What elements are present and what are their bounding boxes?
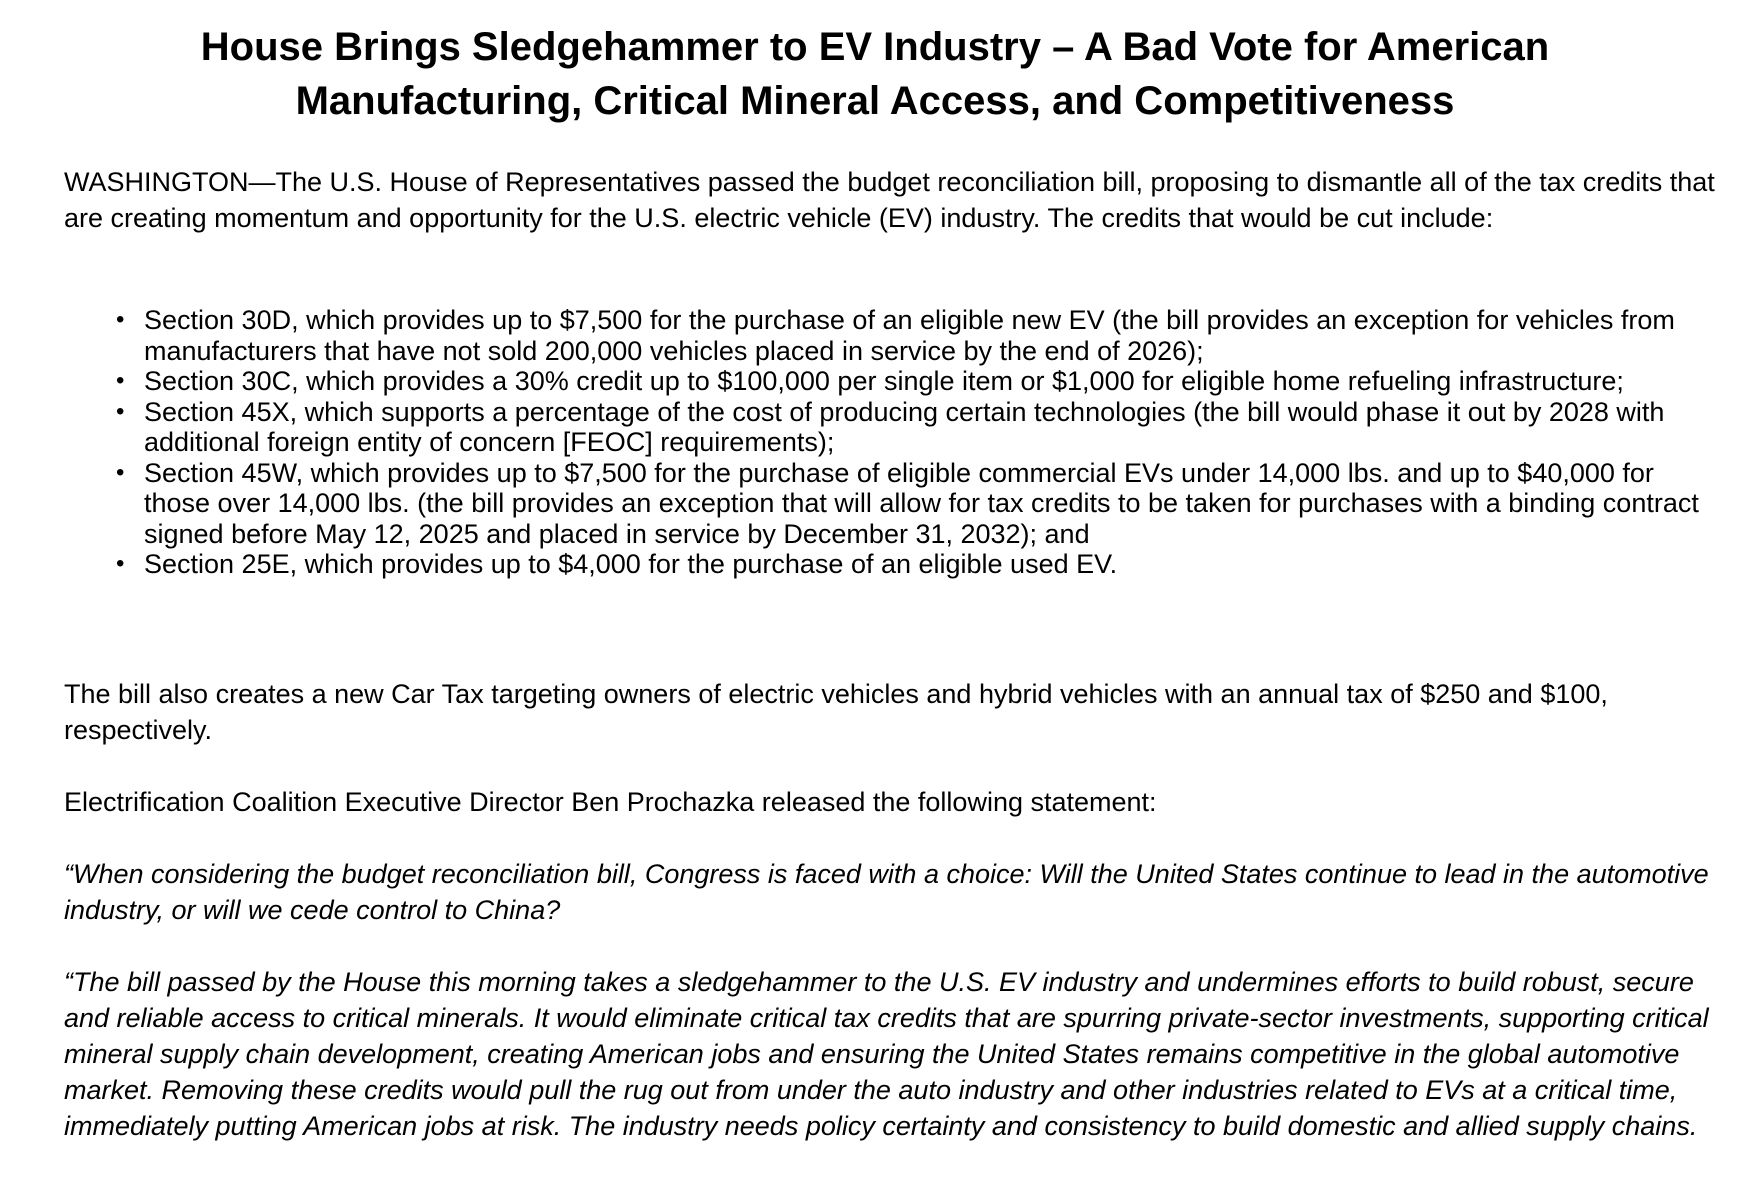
intro-paragraph: WASHINGTON—The U.S. House of Representatives passed the budget reconciliation bill, proposing to dismantle all of the tax credits that are creating momentum and opportunity for the U.S. electric vehicle (EV) industry. The credits that would be cut include: xyxy=(64,167,1715,233)
bullet-icon: • xyxy=(116,306,125,333)
bullet-icon: • xyxy=(116,458,125,486)
tax-credit-list xyxy=(116,305,1704,580)
quote-paragraph-1: “When considering the budget reconciliation bill, Congress is faced with a choice: Will the United States continue to lead in the automotive industry, or will we cede control to China? xyxy=(64,859,1709,925)
bullet-icon: • xyxy=(116,397,125,425)
list-item-text: Section 30D, which provides up to $7,500 for the purchase of an eligible new EV (the bill provides an exception for vehicles from manufacturers that have not sold 200,000 vehicles placed in service by the end of 2026); xyxy=(144,305,1675,366)
bullet-icon: • xyxy=(116,367,125,394)
list-item xyxy=(116,457,1704,550)
car-tax-paragraph: The bill also creates a new Car Tax targeting owners of electric vehicles and hybrid vehicles with an annual tax of $250 and $100, respectively. xyxy=(64,679,1608,745)
statement-intro: Electrification Coalition Executive Director Ben Prochazka released the following statement: xyxy=(64,787,1157,817)
list-item xyxy=(116,305,1704,366)
list-item xyxy=(116,549,1704,580)
list-item-text: Section 45X, which supports a percentage of the cost of producing certain technologies (the bill would phase it out by 2028 with additional foreign entity of concern [FEOC] requirements); xyxy=(144,396,1665,457)
list-item-text: Section 45W, which provides up to $7,500 for the purchase of eligible commercial EVs under 14,000 lbs. and up to $40,000 for those over 14,000 lbs. (the bill provides an exception that will allow for tax credits to be taken for purchases with a binding contract signed before May 12, 2025 and placed in service by December 31, 2032); and xyxy=(144,457,1699,549)
list-item-text: Section 30C, which provides a 30% credit up to $100,000 per single item or $1,000 for eligible home refueling infrastructure; xyxy=(144,366,1624,396)
list-item-text: Section 25E, which provides up to $4,000 for the purchase of an eligible used EV. xyxy=(144,549,1118,579)
quote-paragraph-2: “The bill passed by the House this morning takes a sledgehammer to the U.S. EV industry and undermines efforts to build robust, secure and reliable access to critical minerals. It would eliminate critical tax credits that are spurring private-sector investments, supporting critical mineral supply chain development, creating American jobs and ensuring the United States remains competitive in the global automotive market. Removing these credits would pull the rug out from under the auto industry and other industries related to EVs at a critical time, immediately putting American jobs at risk. The industry needs policy certainty and consistency to build domestic and allied supply chains. xyxy=(64,967,1709,1141)
list-item xyxy=(116,396,1704,458)
list-item xyxy=(116,366,1704,397)
headline: House Brings Sledgehammer to EV Industry – A Bad Vote for American Manufacturing, Critical Mineral Access, and Competitiveness xyxy=(200,25,1550,123)
bullet-icon: • xyxy=(116,550,125,577)
